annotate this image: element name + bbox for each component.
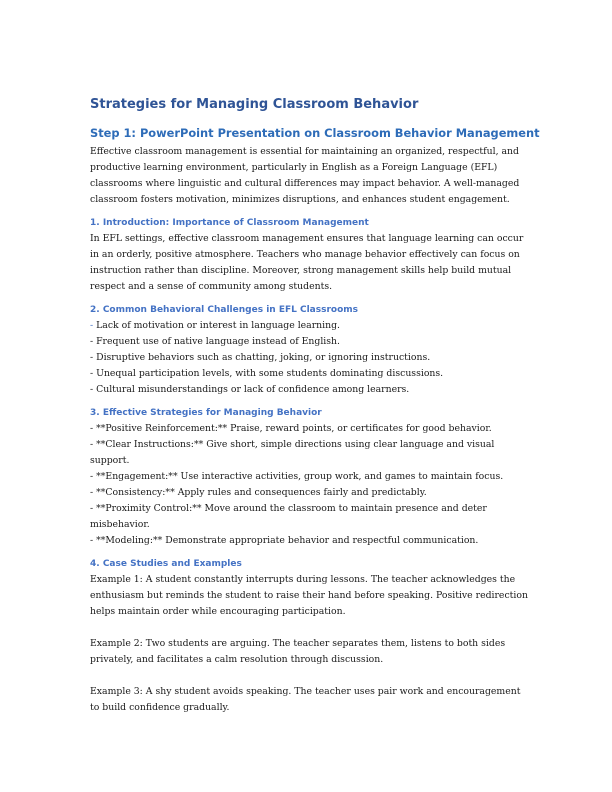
strategies-list	[90, 421, 530, 549]
example-paragraph: Example 3: A shy student avoids speaking. The teacher uses pair work and encouragement to build confidence gradually.	[90, 686, 521, 713]
list-marker: -	[90, 320, 97, 331]
list-item: - Disruptive behaviors such as chatting, joking, or ignoring instructions.	[90, 352, 431, 363]
challenges-list	[90, 318, 530, 398]
list-item: - **Modeling:** Demonstrate appropriate behavior and respectful communication.	[90, 535, 479, 546]
document-page	[90, 96, 540, 716]
list-item: - **Consistency:** Apply rules and consequences fairly and predictably.	[90, 487, 427, 498]
list-marker: -	[90, 368, 97, 379]
section-heading-case-studies: 4. Case Studies and Examples	[90, 559, 242, 569]
list-item: - **Positive Reinforcement:** Praise, reward points, or certificates for good behavior.	[90, 423, 492, 434]
step-heading: Step 1: PowerPoint Presentation on Classroom Behavior Management	[90, 126, 540, 140]
list-marker: -	[90, 487, 97, 498]
section-heading-strategies: 3. Effective Strategies for Managing Behavior	[90, 408, 322, 418]
list-marker: -	[90, 384, 97, 395]
list-item: - **Engagement:** Use interactive activities, group work, and games to maintain focus.	[90, 471, 504, 482]
document-title: Strategies for Managing Classroom Behavior	[90, 97, 419, 112]
list-item: - Frequent use of native language instead of English.	[90, 336, 340, 347]
introduction-paragraph: In EFL settings, effective classroom management ensures that language learning can occur in an orderly, positive atmosphere. Teachers who manage behavior effectively can focus on instruction rather than discipline. Moreover, strong management skills help build mutual respect and a sense of community among students.	[90, 233, 524, 292]
list-item: - **Proximity Control:** Move around the classroom to maintain presence and deter misbehavior.	[90, 503, 487, 530]
example-paragraph: Example 1: A student constantly interrupts during lessons. The teacher acknowledges the enthusiasm but reminds the student to raise their hand before speaking. Positive redirection helps maintain order while encouraging participation.	[90, 574, 528, 617]
list-marker: -	[90, 439, 97, 450]
list-marker: -	[90, 535, 97, 546]
list-marker: -	[90, 336, 97, 347]
list-marker: -	[90, 471, 97, 482]
examples-block	[90, 572, 530, 716]
section-heading-challenges: 2. Common Behavioral Challenges in EFL Classrooms	[90, 305, 359, 315]
example-paragraph: Example 2: Two students are arguing. The teacher separates them, listens to both sides privately, and facilitates a calm resolution through discussion.	[90, 638, 506, 665]
intro-paragraph: Effective classroom management is essential for maintaining an organized, respectful, and productive learning environment, particularly in English as a Foreign Language (EFL) classrooms where linguistic and cultural differences may impact behavior. A well-managed classroom fosters motivation, minimizes disruptions, and enhances student engagement.	[90, 146, 520, 205]
list-marker: -	[90, 352, 97, 363]
list-item: - Lack of motivation or interest in language learning.	[90, 320, 341, 331]
list-marker: -	[90, 503, 97, 514]
section-heading-introduction: 1. Introduction: Importance of Classroom Management	[90, 218, 369, 228]
list-item: - Cultural misunderstandings or lack of confidence among learners.	[90, 384, 410, 395]
list-item: - Unequal participation levels, with some students dominating discussions.	[90, 368, 444, 379]
list-marker: -	[90, 423, 97, 434]
list-item: - **Clear Instructions:** Give short, simple directions using clear language and visual support.	[90, 439, 495, 466]
